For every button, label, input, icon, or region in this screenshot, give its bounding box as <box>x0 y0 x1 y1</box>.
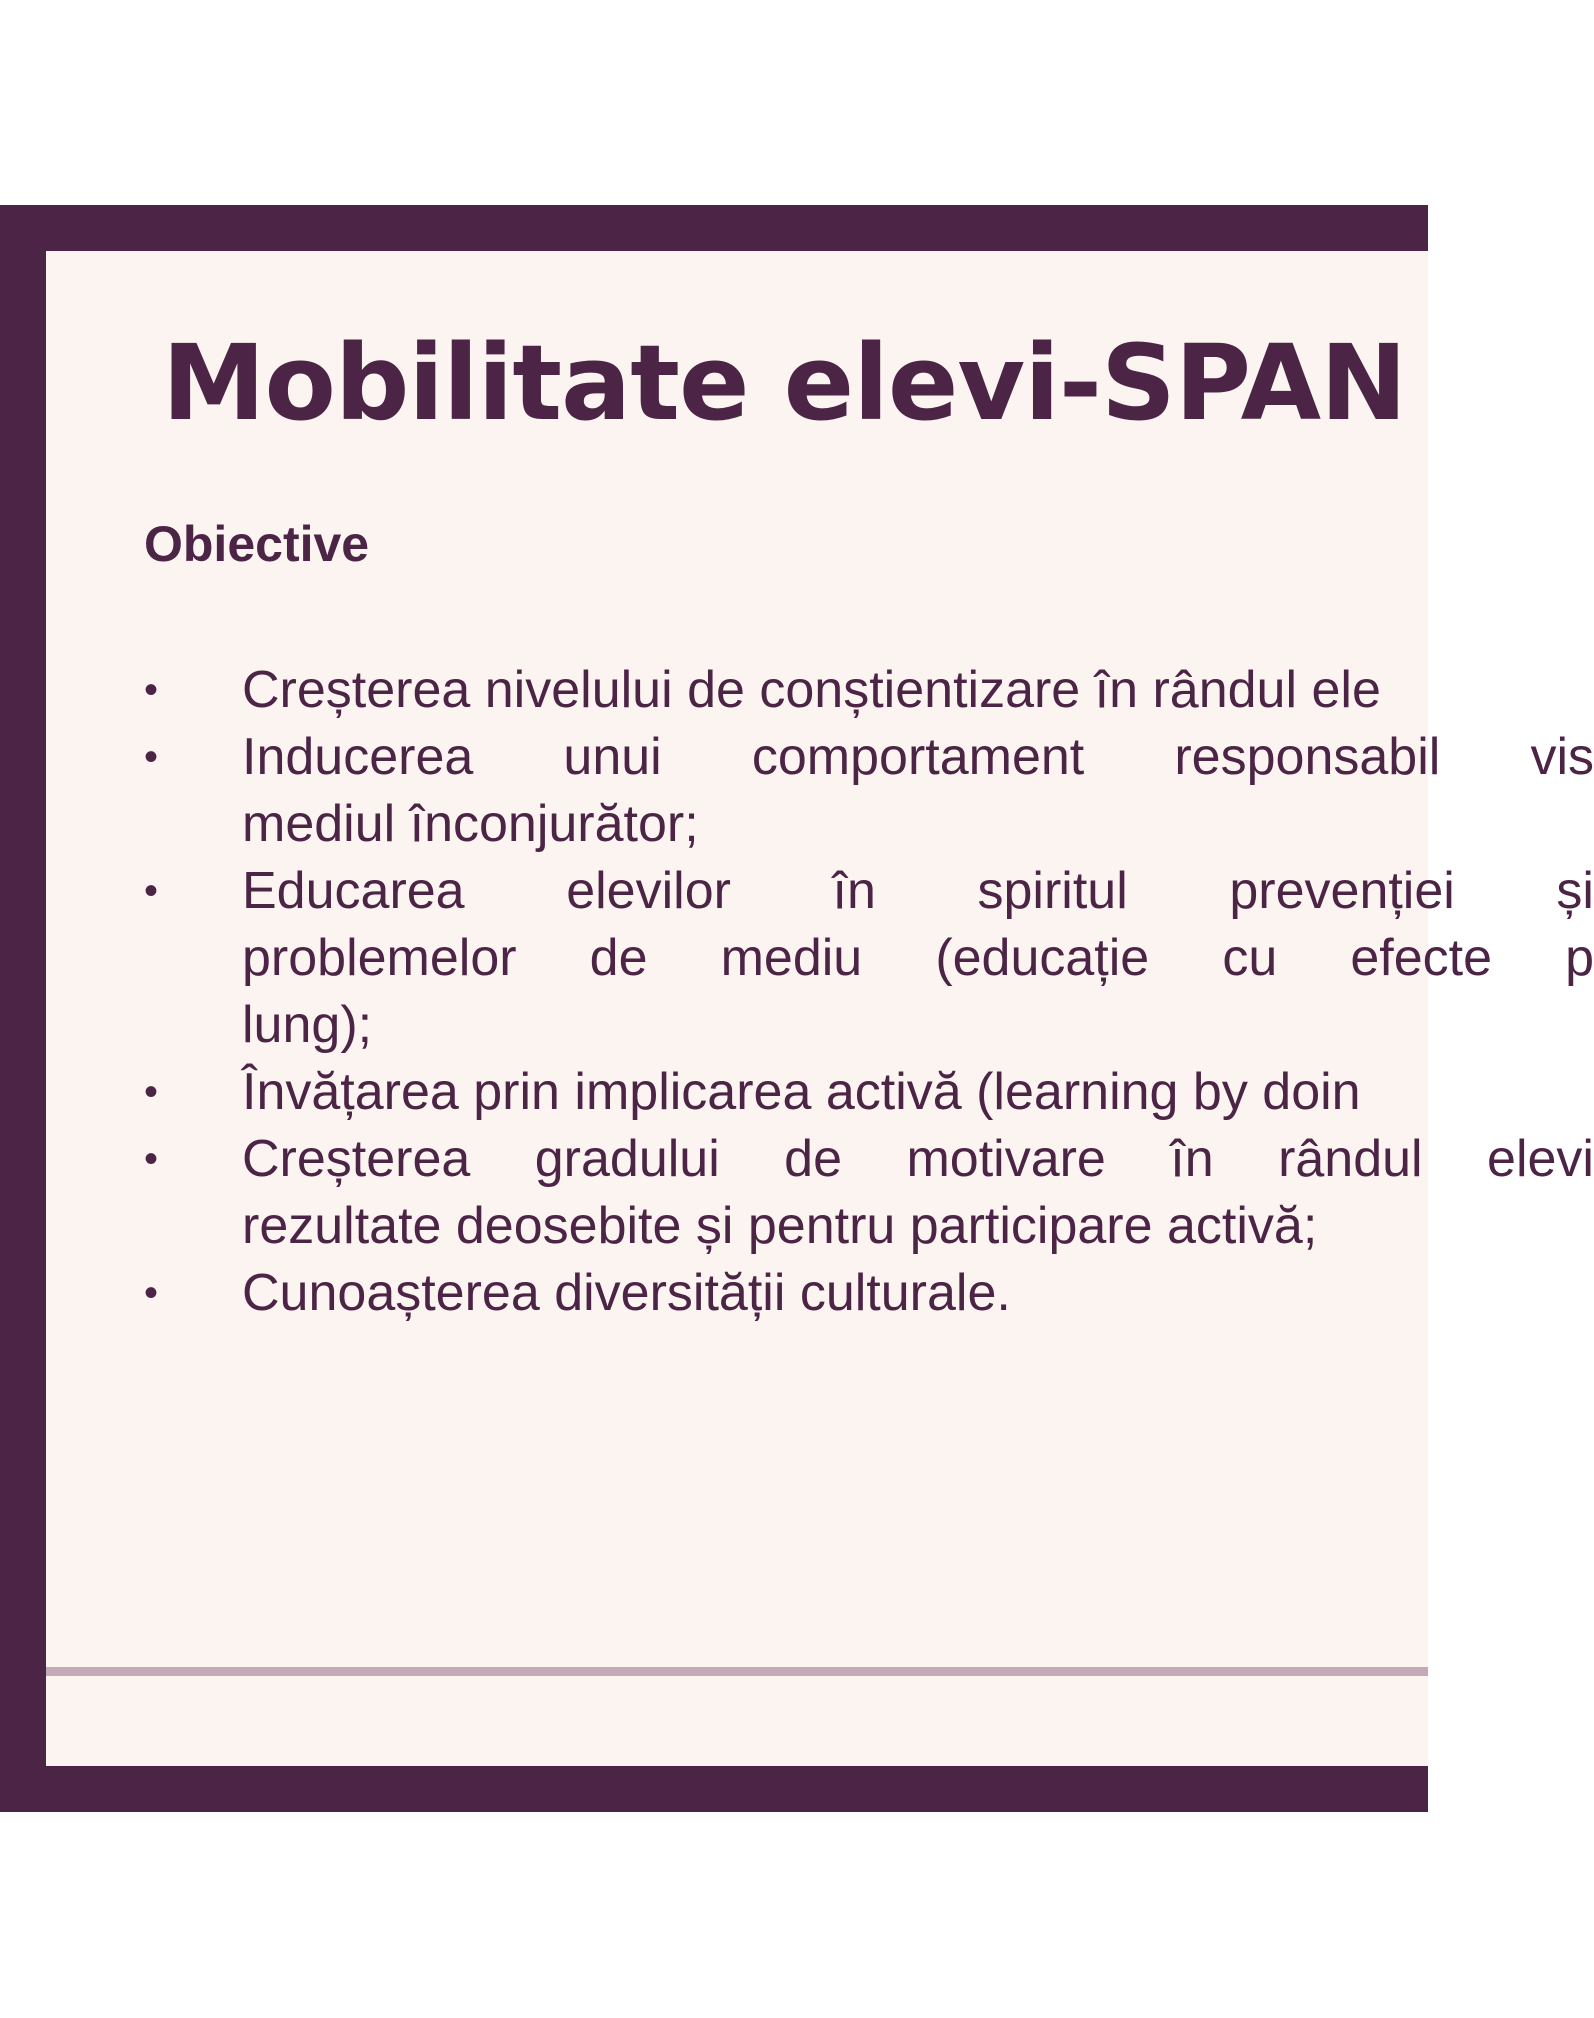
slide-title: Mobilitate elevi-SPAN <box>162 322 1407 444</box>
objective-line: Cunoașterea diversității culturale. <box>242 1264 1011 1322</box>
objective-line: Învățarea prin implicarea activă (learning by doin <box>242 1063 1361 1121</box>
bullet-icon: • <box>144 1137 159 1181</box>
objective-line: problemelor de mediu (educație cu efecte p <box>242 929 1594 987</box>
slide-content-area <box>46 251 1594 1766</box>
objective-list <box>144 657 1594 1327</box>
objective-item <box>144 1260 1594 1327</box>
bullet-icon: • <box>144 1271 159 1315</box>
objective-line: Creșterea nivelului de conștientizare în rândul ele <box>242 661 1381 719</box>
bullet-icon: • <box>144 735 159 779</box>
objective-line: lung); <box>242 996 373 1054</box>
objective-item <box>144 724 1594 858</box>
bullet-icon: • <box>144 668 159 712</box>
bullet-icon: • <box>144 1070 159 1114</box>
objective-item <box>144 858 1594 1059</box>
objective-item <box>144 1126 1594 1260</box>
objective-line: Creșterea gradului de motivare în rândul elevi <box>242 1130 1594 1188</box>
slide-frame <box>0 205 1594 1812</box>
objective-item <box>144 657 1594 724</box>
objective-line: Educarea elevilor în spiritul prevenției și <box>242 862 1594 920</box>
objective-item <box>144 1059 1594 1126</box>
section-heading: Obiective <box>144 516 370 572</box>
bullet-icon: • <box>144 869 159 913</box>
objective-line: mediul înconjurător; <box>242 795 699 853</box>
footer-divider <box>46 1667 1428 1676</box>
objective-line: rezultate deosebite și pentru participare activă; <box>242 1197 1318 1255</box>
objective-line: Inducerea unui comportament responsabil vis <box>242 728 1594 786</box>
